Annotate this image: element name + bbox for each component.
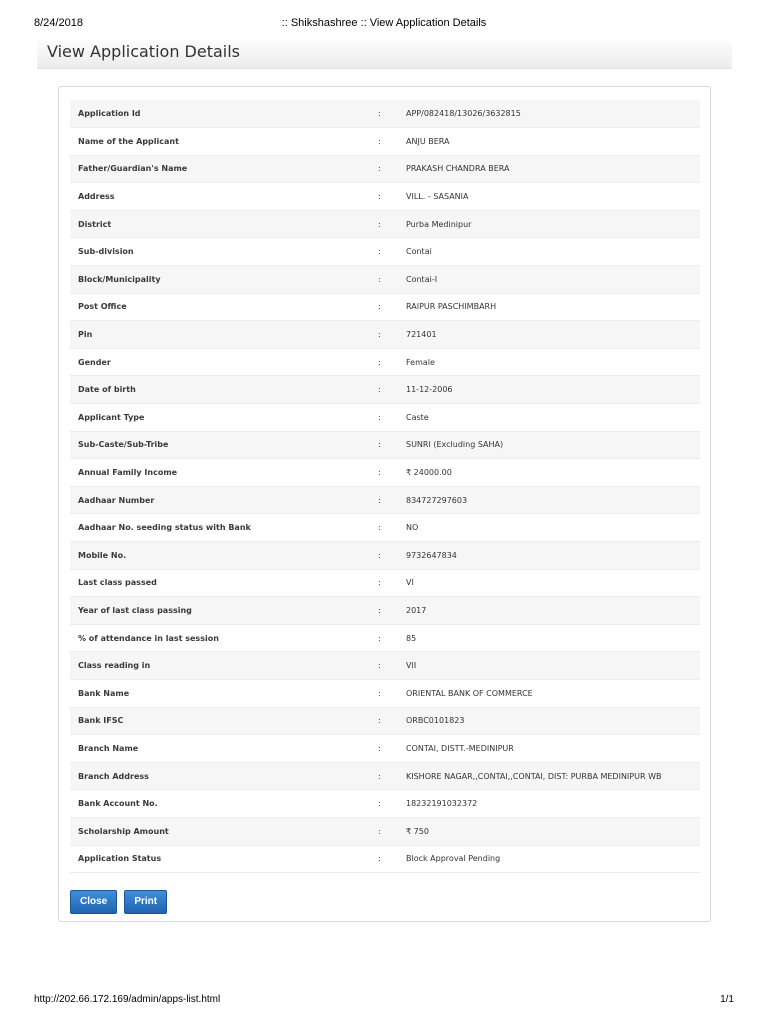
field-value: 9732647834	[398, 542, 700, 570]
table-row	[70, 652, 700, 680]
details-panel	[58, 86, 711, 922]
table-row	[70, 514, 700, 542]
table-row	[70, 845, 700, 873]
field-separator: :	[368, 128, 398, 156]
field-separator: :	[368, 486, 398, 514]
field-value: ORBC0101823	[398, 707, 700, 735]
field-label: Bank Name	[70, 679, 368, 707]
field-separator: :	[368, 762, 398, 790]
field-separator: :	[368, 790, 398, 818]
field-label: Application Id	[70, 100, 368, 128]
table-row	[70, 238, 700, 266]
table-row	[70, 100, 700, 128]
field-value: Contai-I	[398, 266, 700, 294]
field-label: Name of the Applicant	[70, 128, 368, 156]
title-bar	[37, 37, 732, 69]
close-button[interactable]: Close	[70, 890, 117, 914]
table-row	[70, 542, 700, 570]
field-value: Purba Medinipur	[398, 210, 700, 238]
field-separator: :	[368, 376, 398, 404]
field-separator: :	[368, 431, 398, 459]
table-row	[70, 624, 700, 652]
field-label: Last class passed	[70, 569, 368, 597]
table-row	[70, 790, 700, 818]
table-row	[70, 321, 700, 349]
field-value: 2017	[398, 597, 700, 625]
field-value: Female	[398, 348, 700, 376]
table-row	[70, 679, 700, 707]
table-row	[70, 404, 700, 432]
field-value: CONTAI, DISTT.-MEDINIPUR	[398, 735, 700, 763]
field-value: Caste	[398, 404, 700, 432]
table-row	[70, 293, 700, 321]
page-url: http://202.66.172.169/admin/apps-list.html	[34, 994, 221, 1005]
field-value: 85	[398, 624, 700, 652]
field-label: Aadhaar No. seeding status with Bank	[70, 514, 368, 542]
field-value: ORIENTAL BANK OF COMMERCE	[398, 679, 700, 707]
table-row	[70, 128, 700, 156]
field-value: 11-12-2006	[398, 376, 700, 404]
field-label: Sub-Caste/Sub-Tribe	[70, 431, 368, 459]
field-value: 721401	[398, 321, 700, 349]
field-separator: :	[368, 155, 398, 183]
field-separator: :	[368, 597, 398, 625]
table-row	[70, 597, 700, 625]
field-label: Bank Account No.	[70, 790, 368, 818]
field-label: Gender	[70, 348, 368, 376]
field-label: Post Office	[70, 293, 368, 321]
field-label: Year of last class passing	[70, 597, 368, 625]
field-separator: :	[368, 817, 398, 845]
field-label: Date of birth	[70, 376, 368, 404]
field-label: Branch Address	[70, 762, 368, 790]
field-value: APP/082418/13026/3632815	[398, 100, 700, 128]
table-row	[70, 266, 700, 294]
field-value: VILL. - SASANIA	[398, 183, 700, 211]
field-value: KISHORE NAGAR,,CONTAI,,CONTAI, DIST: PURBA MEDINIPUR WB	[398, 762, 700, 790]
field-separator: :	[368, 652, 398, 680]
table-row	[70, 155, 700, 183]
field-separator: :	[368, 735, 398, 763]
field-label: Scholarship Amount	[70, 817, 368, 845]
field-separator: :	[368, 459, 398, 487]
field-value: VI	[398, 569, 700, 597]
field-label: Block/Municipality	[70, 266, 368, 294]
page-number: 1/1	[720, 994, 734, 1005]
field-separator: :	[368, 210, 398, 238]
table-row	[70, 376, 700, 404]
field-value: Block Approval Pending	[398, 845, 700, 873]
field-separator: :	[368, 100, 398, 128]
field-label: District	[70, 210, 368, 238]
details-table	[70, 100, 700, 873]
field-separator: :	[368, 183, 398, 211]
field-label: Mobile No.	[70, 542, 368, 570]
field-separator: :	[368, 624, 398, 652]
field-separator: :	[368, 293, 398, 321]
field-separator: :	[368, 707, 398, 735]
field-value: 834727297603	[398, 486, 700, 514]
field-label: Aadhaar Number	[70, 486, 368, 514]
table-row	[70, 569, 700, 597]
table-row	[70, 431, 700, 459]
field-separator: :	[368, 404, 398, 432]
table-row	[70, 707, 700, 735]
field-separator: :	[368, 569, 398, 597]
print-button[interactable]: Print	[124, 890, 167, 914]
print-header	[0, 17, 768, 31]
field-value: ₹ 24000.00	[398, 459, 700, 487]
field-label: Address	[70, 183, 368, 211]
field-label: Applicant Type	[70, 404, 368, 432]
table-row	[70, 762, 700, 790]
field-separator: :	[368, 321, 398, 349]
field-value: 18232191032372	[398, 790, 700, 818]
field-value: NO	[398, 514, 700, 542]
field-separator: :	[368, 514, 398, 542]
field-label: Class reading in	[70, 652, 368, 680]
field-label: % of attendance in last session	[70, 624, 368, 652]
field-label: Pin	[70, 321, 368, 349]
table-row	[70, 817, 700, 845]
field-separator: :	[368, 238, 398, 266]
field-label: Sub-division	[70, 238, 368, 266]
page-title: View Application Details	[47, 42, 241, 61]
field-separator: :	[368, 845, 398, 873]
field-value: SUNRI (Excluding SAHA)	[398, 431, 700, 459]
field-separator: :	[368, 266, 398, 294]
field-label: Annual Family Income	[70, 459, 368, 487]
field-value: Contai	[398, 238, 700, 266]
table-row	[70, 210, 700, 238]
document-title: :: Shikshashree :: View Application Details	[281, 17, 487, 29]
field-separator: :	[368, 679, 398, 707]
table-row	[70, 486, 700, 514]
field-value: ₹ 750	[398, 817, 700, 845]
button-row	[70, 889, 169, 914]
table-row	[70, 459, 700, 487]
field-separator: :	[368, 348, 398, 376]
field-value: PRAKASH CHANDRA BERA	[398, 155, 700, 183]
table-row	[70, 735, 700, 763]
field-separator: :	[368, 542, 398, 570]
field-value: RAIPUR PASCHIMBARH	[398, 293, 700, 321]
field-value: VII	[398, 652, 700, 680]
field-label: Branch Name	[70, 735, 368, 763]
field-label: Father/Guardian's Name	[70, 155, 368, 183]
print-date: 8/24/2018	[34, 17, 83, 29]
field-label: Bank IFSC	[70, 707, 368, 735]
table-row	[70, 348, 700, 376]
field-value: ANJU BERA	[398, 128, 700, 156]
field-label: Application Status	[70, 845, 368, 873]
table-row	[70, 183, 700, 211]
